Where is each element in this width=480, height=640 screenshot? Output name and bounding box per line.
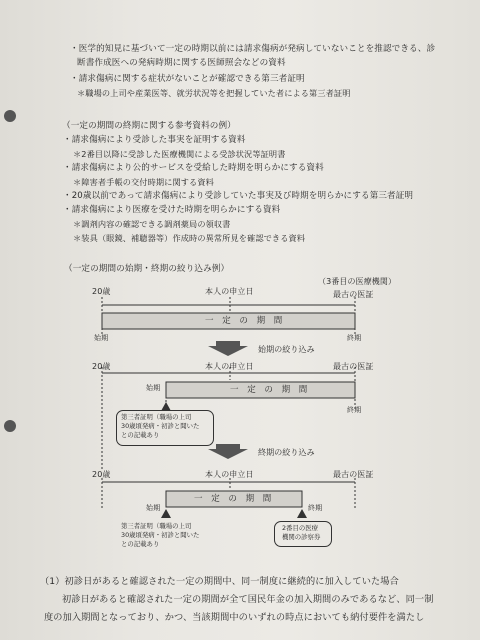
- oldest-cert-label: 最古の医証: [333, 290, 374, 299]
- claim-date-label: 本人の申立日: [205, 470, 254, 479]
- note-text: 第三者証明（職場の上司: [121, 522, 192, 530]
- claim-date-label: 本人の申立日: [205, 362, 254, 371]
- age-20-label: 20歳: [92, 362, 111, 371]
- diagram-title: （一定の期間の始期・終期の絞り込み例）: [64, 264, 230, 274]
- start-label: 始期: [146, 504, 161, 512]
- list-item: ・請求傷病により医療を受けた時期を明らかにする資料: [63, 205, 281, 215]
- end-label: 終期: [347, 406, 362, 414]
- narrow-start-label: 始期の絞り込み: [258, 345, 315, 354]
- down-arrow-icon: [208, 444, 248, 459]
- paragraph-line: 初診日があると確認された一定の期間が全て国民年金の加入期間のみであるなど、同一制: [62, 594, 434, 605]
- note-text: 2番目の医療: [282, 524, 319, 532]
- end-label: 終期: [347, 334, 362, 342]
- list-subitem: ＊調剤内容の確認できる調剤薬局の領収書: [73, 219, 231, 229]
- triangle-marker-icon: [297, 509, 307, 518]
- period-bar-label: 一 定 の 期 間: [205, 316, 286, 326]
- note-text: 第三者証明（職場の上司: [121, 413, 192, 421]
- start-label: 始期: [146, 384, 161, 392]
- third-institution-label: （3番目の医療機関）: [318, 277, 397, 286]
- list-item: ・医学的知見に基づいて一定の時期以前には請求傷病が発病していないことを推認できる、診: [70, 44, 436, 54]
- age-20-label: 20歳: [92, 287, 111, 296]
- claim-date-label: 本人の申立日: [205, 287, 254, 296]
- age-20-label: 20歳: [92, 470, 111, 479]
- period-bar-label: 一 定 の 期 間: [194, 494, 275, 504]
- triangle-marker-icon: [161, 509, 171, 518]
- note-text: との記載あり: [121, 431, 160, 439]
- oldest-cert-label: 最古の医証: [333, 362, 374, 371]
- end-label: 終期: [308, 504, 323, 512]
- list-item: ・請求傷病により公的サービスを受給した時期を明らかにする資料: [63, 163, 324, 173]
- note-text: 30歳頃発病・初診と聞いた: [121, 531, 200, 539]
- paragraph-line: 度の加入期間となっており、かつ、当該期間中のいずれの時点においても納付要件を満たし: [44, 612, 425, 623]
- list-subitem: ＊装具（眼鏡、補聴器等）作成時の異常所見を確認できる資料: [73, 233, 306, 243]
- list-subitem: ＊2番目以降に受診した医療機関による受診状況等証明書: [73, 149, 286, 159]
- oldest-cert-label: 最古の医証: [333, 470, 374, 479]
- section-heading: （一定の期間の終期に関する参考資料の例）: [62, 121, 236, 131]
- narrow-end-label: 終期の絞り込み: [258, 448, 315, 457]
- down-arrow-icon: [208, 341, 248, 356]
- note-text: との記載あり: [121, 540, 160, 548]
- note-text: 30歳頃発病・初診と聞いた: [121, 422, 200, 430]
- list-item-cont: 断書作成医への発病時期に関する医師照会などの資料: [77, 58, 286, 68]
- section-heading: （1）初診日があると確認された一定の期間中、同一制度に継続的に加入していた場合: [40, 576, 399, 587]
- list-item: ・20歳以前であって請求傷病により受診していた事実及び時期を明らかにする第三者証明: [63, 191, 414, 201]
- list-subitem: ＊障害者手帳の交付時期に関する資料: [73, 177, 214, 187]
- list-item: ・請求傷病に関する症状がないことが確認できる第三者証明: [70, 74, 305, 84]
- period-bar-label: 一 定 の 期 間: [230, 385, 311, 395]
- start-label: 始期: [94, 334, 109, 342]
- note-text: 機関の診察券: [282, 533, 321, 541]
- list-item: ・請求傷病により受診した事実を証明する資料: [63, 135, 246, 145]
- list-subitem: ＊職場の上司や産業医等、就労状況等を把握していた者による第三者証明: [77, 88, 351, 98]
